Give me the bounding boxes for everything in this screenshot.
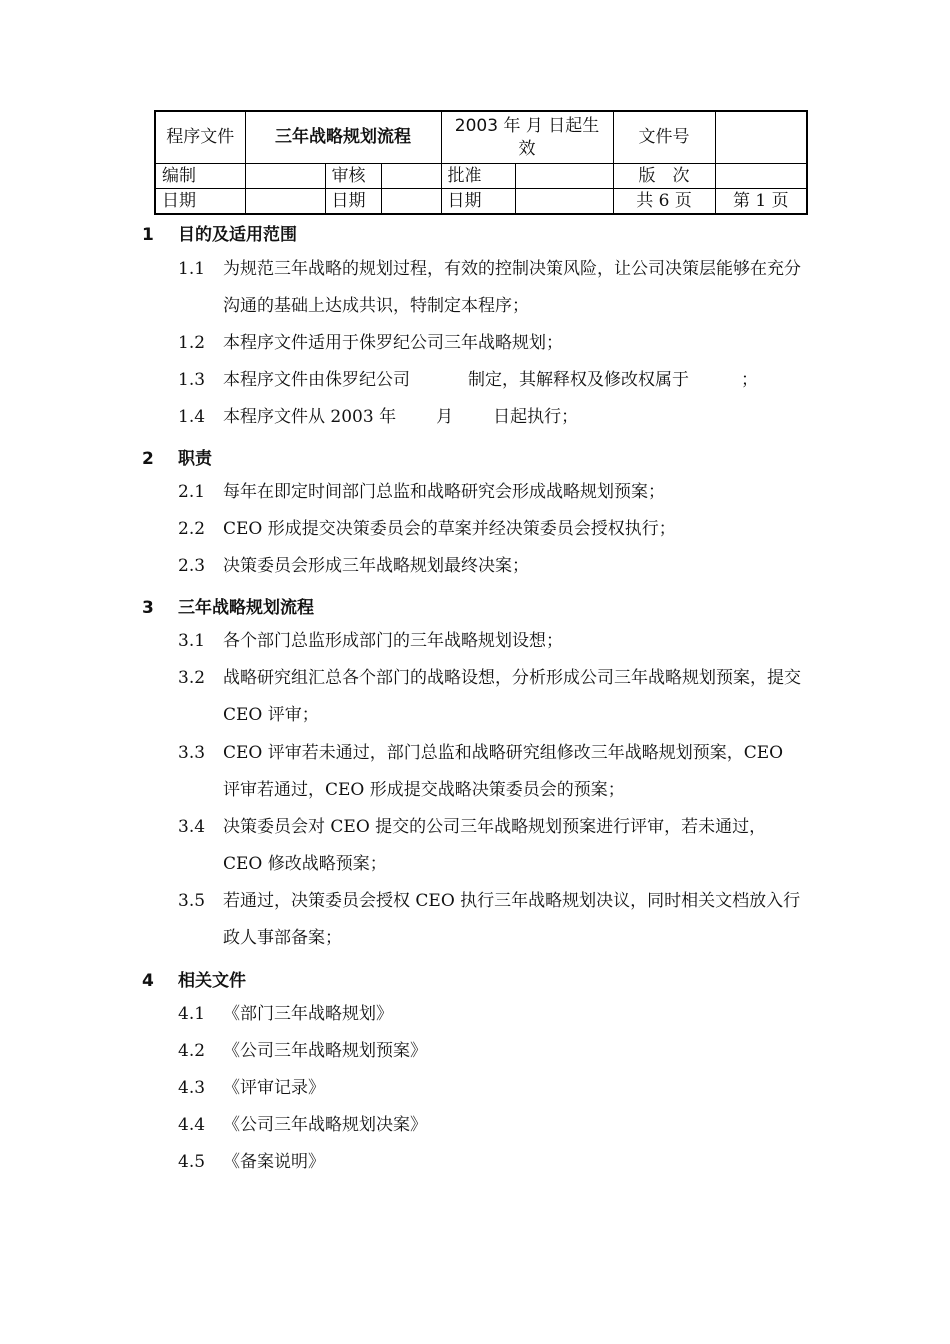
date-label-3: 日期	[441, 189, 515, 215]
section-heading	[142, 444, 212, 469]
item-number: 3.5	[178, 891, 206, 911]
file-no-value	[715, 111, 807, 164]
list-item	[178, 735, 803, 809]
item-number: 4.4	[178, 1115, 206, 1135]
list-item	[178, 660, 803, 734]
list-item	[178, 511, 803, 548]
item-text-part: 本程序文件从 2003 年	[223, 407, 397, 427]
version-value	[715, 164, 807, 189]
item-number: 3.2	[178, 668, 206, 688]
item-number: 3.3	[178, 743, 206, 763]
effective-date-cell: 2003 年 月 日起生效	[441, 111, 613, 164]
prepared-label: 编制	[155, 164, 245, 189]
list-item	[178, 474, 803, 511]
section-heading	[142, 220, 297, 245]
list-item	[178, 1033, 803, 1070]
list-item	[178, 623, 803, 660]
item-number: 3.1	[178, 631, 206, 651]
item-number: 4.1	[178, 1004, 206, 1024]
page-number: 第 1 页	[715, 189, 807, 215]
item-number: 2.3	[178, 556, 206, 576]
reviewed-value	[381, 164, 441, 189]
item-text: 《部门三年战略规划》	[223, 1004, 393, 1024]
item-number: 2.1	[178, 482, 206, 502]
list-item	[178, 251, 803, 325]
approved-label: 批准	[441, 164, 515, 189]
item-number: 4.5	[178, 1152, 206, 1172]
date-value-3	[515, 189, 613, 215]
item-number: 1.3	[178, 370, 206, 390]
doc-type-cell: 程序文件	[155, 111, 245, 164]
item-number: 1.4	[178, 407, 206, 427]
list-item	[178, 325, 803, 362]
item-text	[223, 399, 803, 436]
item-number: 3.4	[178, 817, 206, 837]
date-label-2: 日期	[325, 189, 381, 215]
item-text: 若通过，决策委员会授权 CEO 执行三年战略规划决议，同时相关文档放入行政人事部备案；	[223, 891, 801, 948]
item-number: 4.3	[178, 1078, 206, 1098]
file-no-label: 文件号	[613, 111, 715, 164]
section-heading	[142, 966, 246, 991]
list-item	[178, 996, 803, 1033]
item-number: 2.2	[178, 519, 206, 539]
list-item	[178, 399, 803, 436]
item-text	[223, 362, 803, 399]
item-text: 每年在即定时间部门总监和战略研究会形成战略规划预案；	[223, 482, 665, 502]
item-text: 《评审记录》	[223, 1078, 325, 1098]
list-item	[178, 1107, 803, 1144]
section-number: 1	[142, 225, 154, 245]
list-item	[178, 548, 803, 585]
item-text: 战略研究组汇总各个部门的战略设想，分析形成公司三年战略规划预案，提交 CEO 评审；	[223, 668, 801, 725]
list-item	[178, 362, 803, 399]
item-text: 决策委员会对 CEO 提交的公司三年战略规划预案进行评审，若未通过，CEO 修改战略预案；	[223, 817, 767, 874]
doc-title-cell: 三年战略规划流程	[245, 111, 441, 164]
item-text: 《备案说明》	[223, 1152, 325, 1172]
prepared-value	[245, 164, 325, 189]
item-number: 1.2	[178, 333, 206, 353]
section-number: 3	[142, 598, 154, 618]
section-heading	[142, 593, 314, 618]
date-value-1	[245, 189, 325, 215]
section-number: 4	[142, 971, 154, 991]
item-text: 《公司三年战略规划决案》	[223, 1115, 427, 1135]
section-title: 相关文件	[178, 971, 246, 991]
item-text: 本程序文件适用于侏罗纪公司三年战略规划；	[223, 333, 563, 353]
item-text-part: 本程序文件由侏罗纪公司	[223, 370, 410, 390]
approved-value	[515, 164, 613, 189]
item-number: 1.1	[178, 259, 206, 279]
total-pages: 共 6 页	[613, 189, 715, 215]
item-text: CEO 评审若未通过，部门总监和战略研究组修改三年战略规划预案，CEO 评审若通过，CEO 形成提交战略决策委员会的预案；	[223, 743, 784, 800]
item-text-part: 月	[436, 407, 454, 427]
item-text-part: 制定，其解释权及修改权属于	[468, 370, 689, 390]
date-value-2	[381, 189, 441, 215]
list-item	[178, 1144, 803, 1181]
reviewed-label: 审核	[325, 164, 381, 189]
list-item	[178, 1070, 803, 1107]
item-number: 4.2	[178, 1041, 206, 1061]
section-title: 职责	[178, 449, 212, 469]
date-label-1: 日期	[155, 189, 245, 215]
item-text: 决策委员会形成三年战略规划最终决案；	[223, 556, 529, 576]
document-header-table	[154, 110, 808, 215]
section-title: 三年战略规划流程	[178, 598, 314, 618]
list-item	[178, 883, 803, 957]
list-item	[178, 809, 803, 883]
item-text: 各个部门总监形成部门的三年战略规划设想；	[223, 631, 563, 651]
section-title: 目的及适用范围	[178, 225, 297, 245]
version-label: 版 次	[613, 164, 715, 189]
item-text: 为规范三年战略的规划过程，有效的控制决策风险，让公司决策层能够在充分沟通的基础上达成共识，特制定本程序；	[223, 259, 801, 316]
item-text-part: ；	[741, 370, 758, 390]
section-number: 2	[142, 449, 154, 469]
item-text-part: 日起执行；	[493, 407, 579, 427]
item-text: CEO 形成提交决策委员会的草案并经决策委员会授权执行；	[223, 519, 676, 539]
item-text: 《公司三年战略规划预案》	[223, 1041, 427, 1061]
